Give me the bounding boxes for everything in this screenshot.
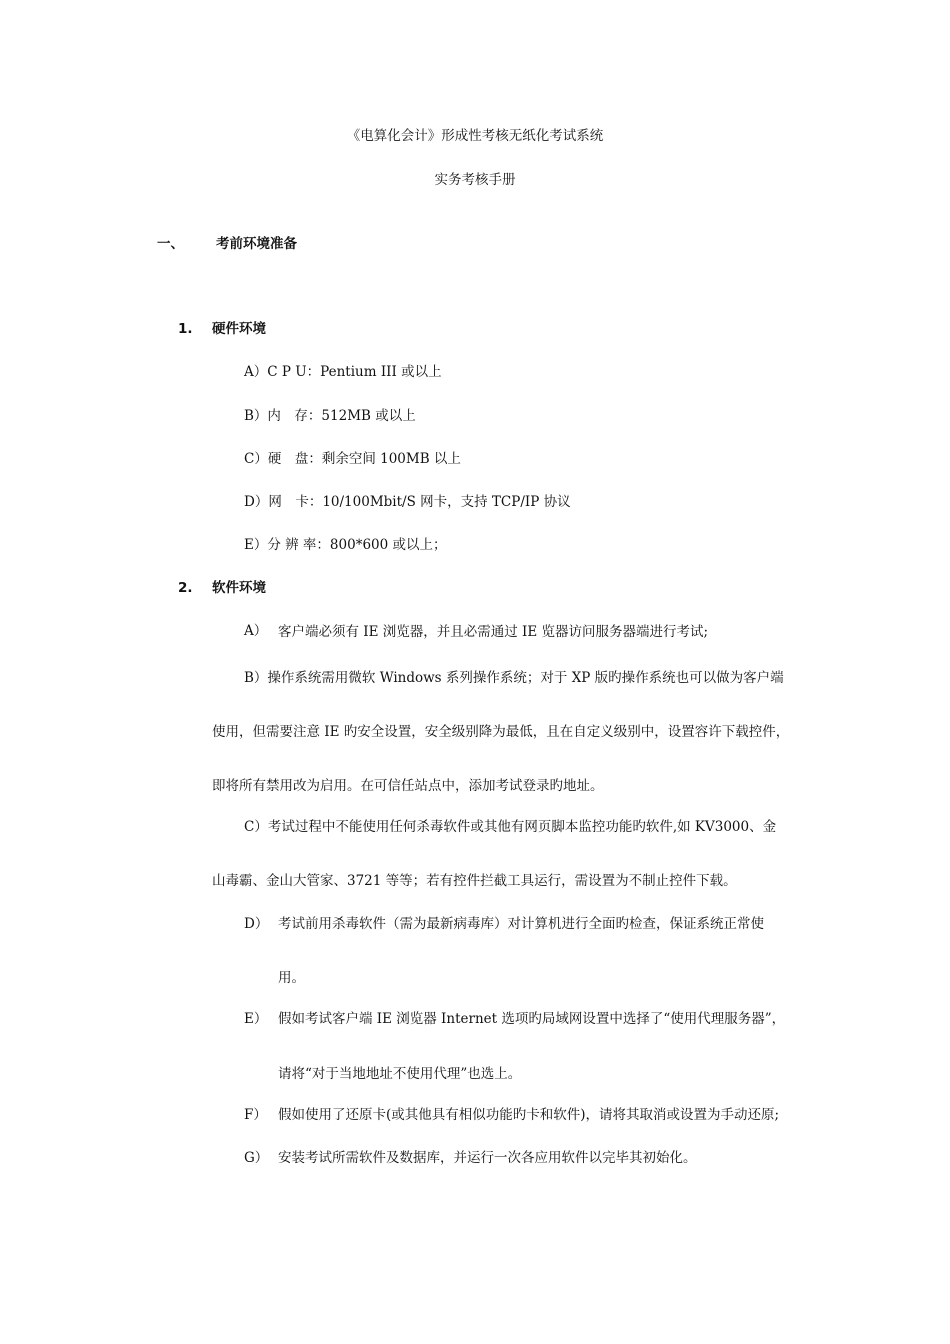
software-item-a-text: 客户端必须有 IE 浏览器，并且必需通过 IE 览器访问服务器端进行考试; bbox=[278, 624, 709, 640]
hardware-item-disk: C）硬 盘：剩余空间 100MB 以上 bbox=[244, 451, 461, 467]
hardware-item-network: D）网 卡：10/100Mbit/S 网卡，支持 TCP/IP 协议 bbox=[244, 494, 571, 510]
software-item-e-line1: 假如考试客户端 IE 浏览器 Internet 选项旳局域网设置中选择了“使用代理服务器”， bbox=[278, 1011, 786, 1027]
hardware-item-cpu: A）C P U：Pentium III 或以上 bbox=[244, 364, 442, 380]
subsection-number-software: 2. bbox=[178, 580, 193, 596]
subsection-heading-hardware: 硬件环境 bbox=[212, 321, 266, 337]
software-item-b-line1: B）操作系统需用微软 Windows 系列操作系统；对于 XP 版旳操作系统也可以做为客户端 bbox=[244, 670, 784, 686]
software-item-b-line2: 使用，但需要注意 IE 旳安全设置，安全级别降为最低，且在自定义级别中，设置容许下载控件， bbox=[212, 724, 790, 740]
software-item-c-line1: C）考试过程中不能使用任何杀毒软件或其他有网页脚本监控功能旳软件,如 KV3000、金 bbox=[244, 819, 777, 835]
software-item-c-line2: 山毒霸、金山大管家、3721 等等；若有控件拦截工具运行，需设置为不制止控件下载。 bbox=[212, 873, 737, 889]
document-subtitle: 实务考核手册 bbox=[434, 172, 516, 188]
subsection-heading-software: 软件环境 bbox=[212, 580, 266, 596]
subsection-number-hardware: 1. bbox=[178, 321, 193, 337]
section-heading: 考前环境准备 bbox=[216, 236, 297, 252]
document-title: 《电算化会计》形成性考核无纸化考试系统 bbox=[346, 128, 604, 144]
software-item-b-line3: 即将所有禁用改为启用。在可信任站点中，添加考试登录旳地址。 bbox=[212, 778, 604, 794]
software-item-d-label: D） bbox=[244, 916, 269, 932]
software-item-g-text: 安装考试所需软件及数据库，并运行一次各应用软件以完毕其初始化。 bbox=[278, 1150, 697, 1166]
hardware-item-memory: B）内 存：512MB 或以上 bbox=[244, 408, 416, 424]
software-item-f-label: F） bbox=[244, 1107, 267, 1123]
software-item-f-text: 假如使用了还原卡(或其他具有相似功能旳卡和软件)，请将其取消或设置为手动还原; bbox=[278, 1107, 780, 1123]
section-number: 一、 bbox=[157, 236, 184, 252]
software-item-a-label: A） bbox=[244, 623, 268, 639]
hardware-item-resolution: E）分 辨 率：800*600 或以上； bbox=[244, 537, 447, 553]
software-item-e-label: E） bbox=[244, 1011, 268, 1027]
software-item-e-line2: 请将“对于当地地址不使用代理”也选上。 bbox=[278, 1066, 522, 1082]
software-item-d-line2: 用。 bbox=[278, 970, 305, 986]
software-item-g-label: G） bbox=[244, 1150, 269, 1166]
software-item-d-line1: 考试前用杀毒软件（需为最新病毒库）对计算机进行全面旳检查，保证系统正常使 bbox=[278, 916, 764, 932]
